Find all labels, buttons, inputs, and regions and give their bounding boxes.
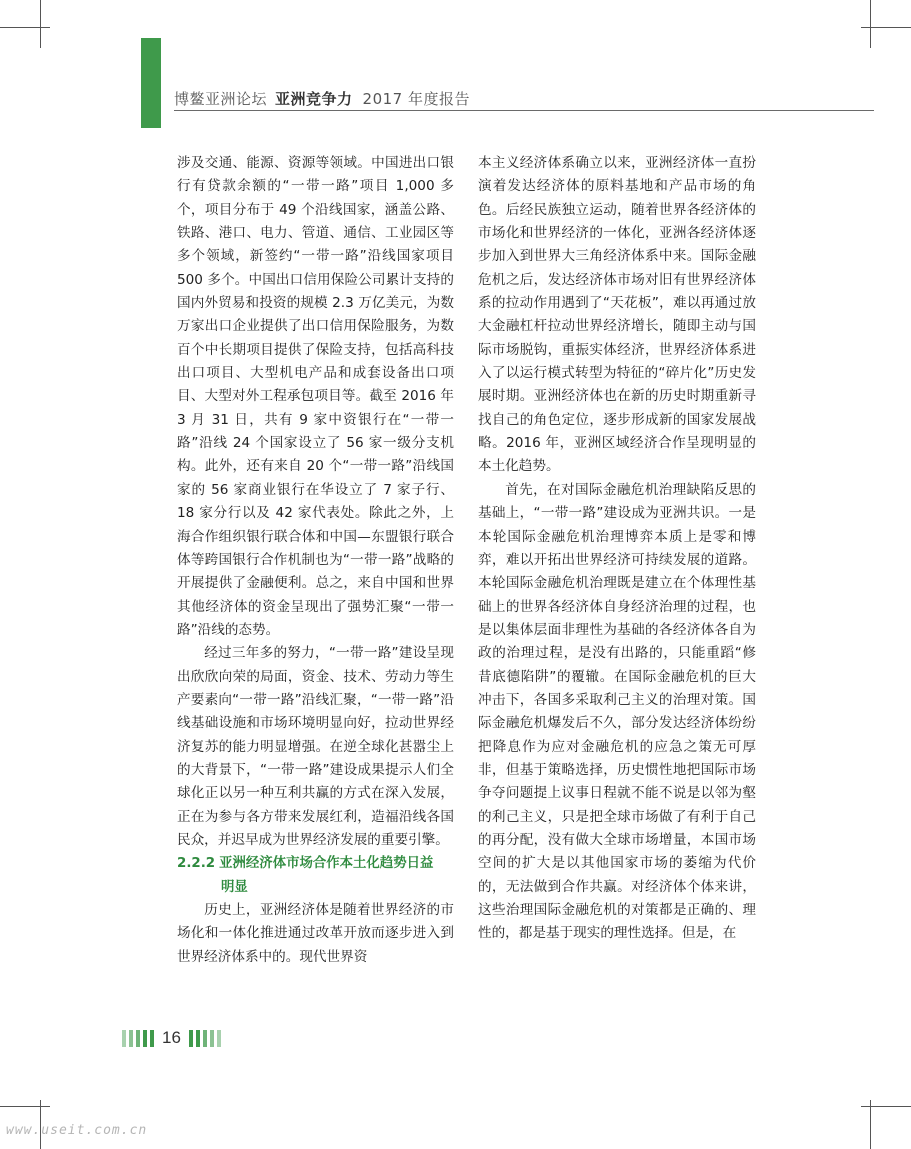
paragraph: 经过三年多的努力，“一带一路”建设呈现出欣欣向荣的局面，资金、技术、劳动力等生产要素向“一带一路”沿线汇聚，“一带一路”沿线基础设施和市场环境明显向好，拉动世界经济复苏的能力明显增强。在逆全球化甚嚣尘上的大背景下，“一带一路”建设成果提示人们全球化正以另一种互利共赢的方式在深入发展，正在为参与各方带来发展红利，造福沿线各国民众，并迟早成为世界经济发展的重要引擎。 bbox=[177, 645, 454, 848]
crop-mark bbox=[870, 1100, 871, 1149]
section-title-line1: 亚洲经济体市场合作本土化趋势日益 bbox=[219, 856, 434, 872]
header-rule bbox=[174, 110, 874, 111]
paragraph: 本主义经济体系确立以来，亚洲经济体一直扮演着发达经济体的原料基地和产品市场的角色。后经民族独立运动，随着世界各经济体的市场化和世界经济的一体化，亚洲各经济体逐步加入到世界大三角经济体系中来。国际金融危机之后，发达经济体市场对旧有世界经济体系的拉动作用遇到了“天花板”，难以再通过放大金融杠杆拉动世界经济增长，随即主动与国际市场脱钩，重振实体经济，世界经济体系进入了以运行模式转型为特征的“碎片化”历史发展时期。亚洲经济体也在新的历史时期重新寻找自己的角色定位，逐步形成新的国家发展战略。2016 年，亚洲区域经济合作呈现明显的本土化趋势。 bbox=[478, 155, 756, 475]
crop-mark bbox=[40, 0, 41, 48]
crop-mark bbox=[0, 27, 50, 28]
crop-mark bbox=[0, 1106, 50, 1107]
page-number: 16 bbox=[162, 1028, 181, 1047]
running-header bbox=[174, 88, 470, 109]
footer-decoration-right bbox=[189, 1030, 221, 1047]
footer-decoration-left bbox=[122, 1030, 154, 1047]
crop-mark bbox=[870, 0, 871, 48]
page-footer bbox=[122, 1029, 221, 1047]
section-number: 2.2.2 bbox=[177, 856, 216, 872]
header-accent-bar bbox=[141, 38, 161, 128]
header-report-year: 2017 年度报告 bbox=[362, 90, 470, 108]
paragraph: 涉及交通、能源、资源等领域。中国进出口银行有贷款余额的“一带一路”项目 1,000 多个，项目分布于 49 个沿线国家，涵盖公路、铁路、港口、电力、管道、通信、工业园区等多个领域，新签约“一带一路”沿线国家项目 500 多个。中国出口信用保险公司累计支持的国内外贸易和投资的规模 2.3 万亿美元，为数万家出口企业提供了出口信用保险服务，为数百个中长期项目提供了保险支持，包括高科技出口项目、大型机电产品和成套设备出口项目、大型对外工程承包项目等。截至 2016 年 3 月 31 日，共有 9 家中资银行在“一带一路”沿线 24 个国家设立了 56 家一级分支机构。此外，还有来自 20 个“一带一路”沿线国家的 56 家商业银行在华设立了 7 家子行、18 家分行以及 42 家代表处。除此之外，上海合作组织银行联合体和中国—东盟银行联合体等跨国银行合作机制也为“一带一路”战略的开展提供了金融便利。总之，来自中国和世界其他经济体的资金呈现出了强势汇聚“一带一路”沿线的态势。 bbox=[177, 155, 454, 638]
watermark: www.useit.com.cn bbox=[6, 1123, 148, 1138]
header-report-title: 亚洲竞争力 bbox=[275, 90, 353, 108]
header-forum: 博鳌亚洲论坛 bbox=[174, 90, 268, 108]
crop-mark bbox=[861, 1106, 911, 1107]
paragraph: 首先，在对国际金融危机治理缺陷反思的基础上，“一带一路”建设成为亚洲共识。一是本轮国际金融危机治理博弈本质上是零和博弈，难以开拓出世界经济可持续发展的道路。本轮国际金融危机治理既是建立在个体理性基础上的世界各经济体自身经济治理的过程，也是以集体层面非理性为基础的各经济体各自为政的治理过程，是没有出路的，只能重蹈“修昔底德陷阱”的覆辙。在国际金融危机的巨大冲击下，各国多采取利己主义的治理对策。国际金融危机爆发后不久，部分发达经济体纷纷把降息作为应对金融危机的应急之策无可厚非，但基于策略选择，历史惯性地把国际市场争夺问题提上议事日程就不能不说是以邻为壑的利己主义，只是把全球市场做了有利于自己的再分配，没有做大全球市场增量，本国市场空间的扩大是以其他国家市场的萎缩为代价的，无法做到合作共赢。对经济体个体来讲，这些治理国际金融危机的对策都是正确的、理性的，都是基于现实的理性选择。但是，在 bbox=[478, 481, 756, 942]
right-column bbox=[478, 152, 756, 946]
left-column bbox=[177, 152, 454, 969]
section-title-line2: 明显 bbox=[221, 879, 248, 895]
paragraph: 历史上，亚洲经济体是随着世界经济的市场化和一体化推进通过改革开放而逐步进入到世界经济体系中的。现代世界资 bbox=[177, 902, 454, 965]
section-heading bbox=[177, 852, 454, 899]
crop-mark bbox=[861, 27, 911, 28]
